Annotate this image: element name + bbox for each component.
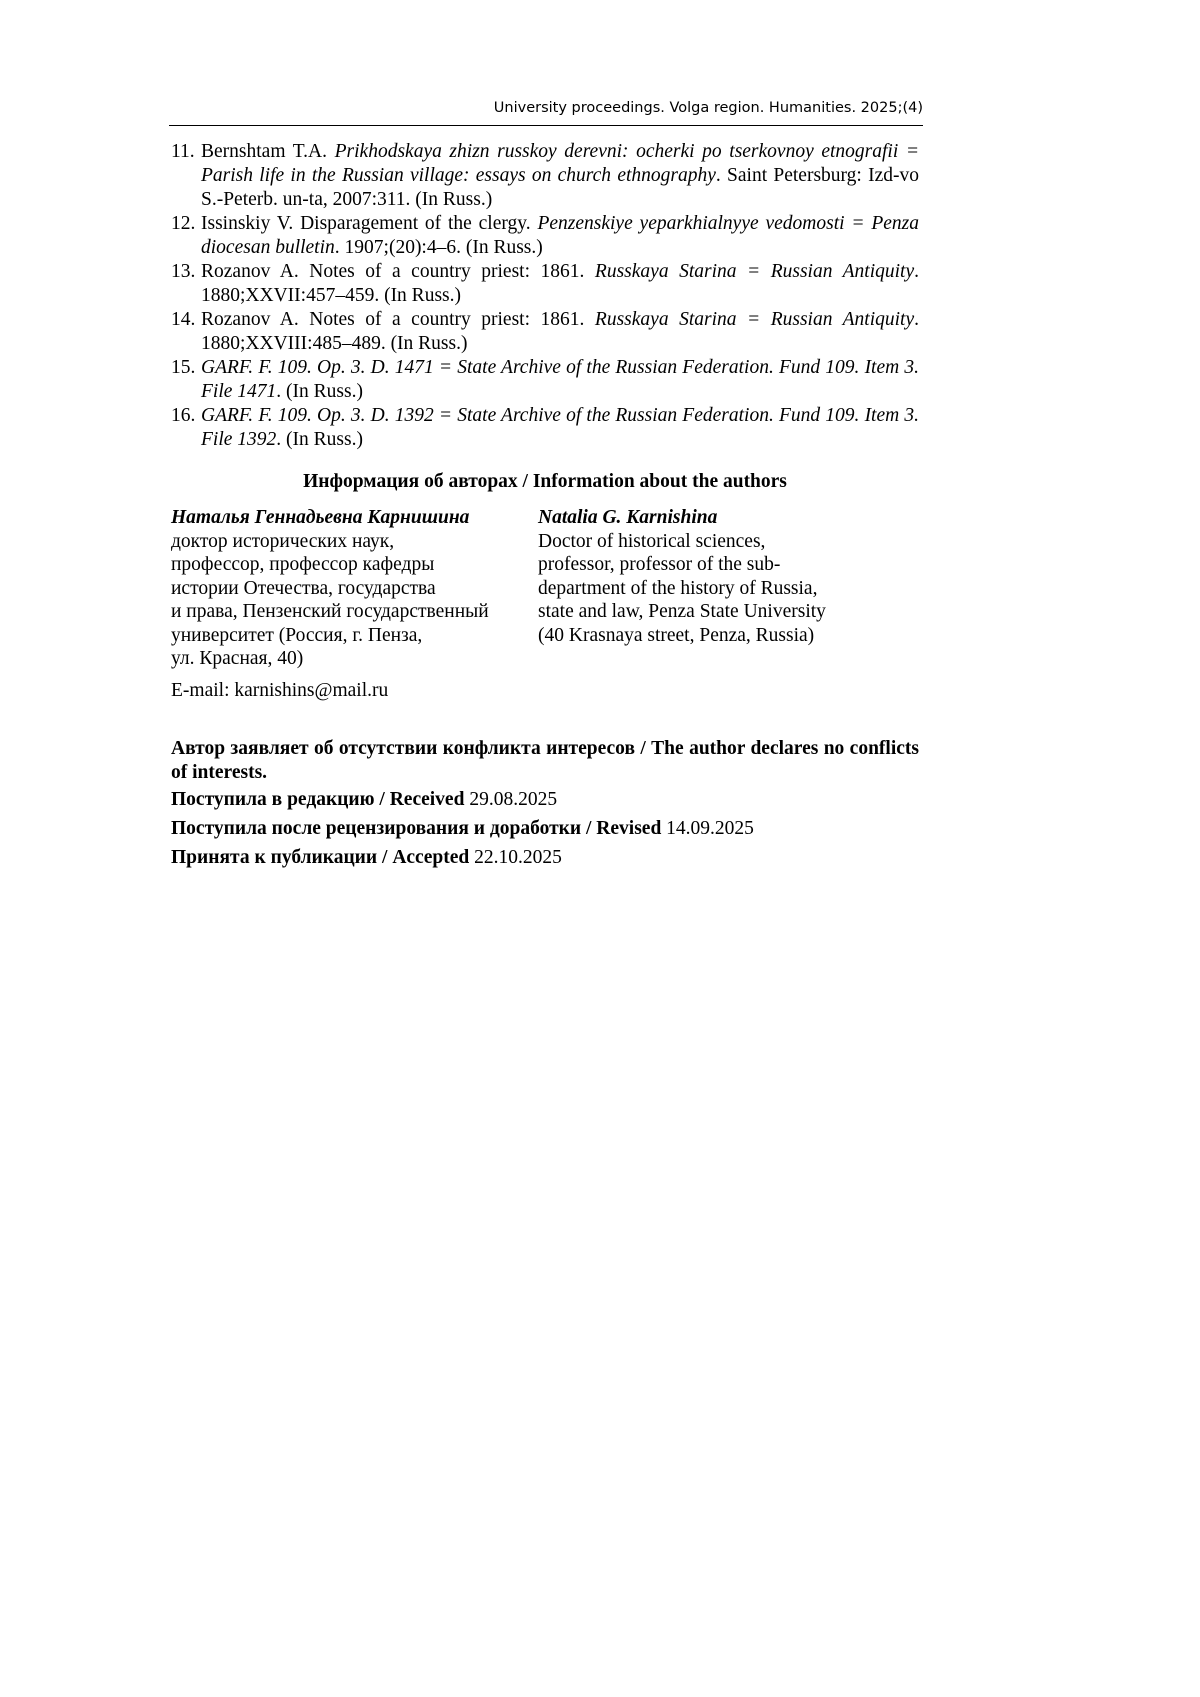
date-received [171,789,557,811]
author-email: E-mail: karnishins@mail.ru [171,680,389,701]
date-label: Поступила в редакцию / Received [171,789,465,810]
author-info-line: профессор, профессор кафедры [171,554,435,575]
author-info-line: доктор исторических наук, [171,530,395,552]
reference-list [171,140,919,452]
date-value: 22.10.2025 [474,847,562,868]
header-rule [169,125,923,126]
reference-text: Rozanov A. Notes of a country priest: 1861. Russkaya Starina = Russian Antiquity. 1880;XXVIII:485–489. (In Russ.) [201,309,919,354]
reference-number: 11. [171,141,195,162]
running-header: University proceedings. Volga region. Humanities. 2025;(4) [493,100,923,116]
author-info-line: (40 Krasnaya street, Penza, Russia) [538,624,815,646]
reference-number: 16. [171,405,196,426]
reference-item [171,308,919,356]
author-info-line: department of the history of Russia, [538,577,818,599]
reference-item [171,140,919,212]
reference-text: GARF. F. 109. Op. 3. D. 1392 = State Archive of the Russian Federation. Fund 109. Item 3. File 1392. (In Russ.) [201,405,919,450]
author-info-line: professor, professor of the sub- [538,554,781,575]
author-info-line: state and law, Penza State University [538,601,826,622]
reference-item [171,404,919,452]
author-name-english: Natalia G. Karnishina [538,507,718,528]
date-label: Поступила после рецензирования и доработки / Revised [171,818,662,839]
author-info-english [538,506,918,647]
reference-item [171,260,919,308]
date-accepted [171,847,562,869]
reference-text: Rozanov A. Notes of a country priest: 1861. Russkaya Starina = Russian Antiquity. 1880;XXVII:457–459. (In Russ.) [201,261,919,306]
author-info-line: и права, Пензенский государственный [171,601,489,622]
reference-item [171,212,919,260]
date-label: Принята к публикации / Accepted [171,847,470,868]
author-info-line: ул. Красная, 40) [171,648,304,669]
reference-number: 13. [171,261,196,282]
reference-number: 14. [171,309,196,330]
author-info-russian [171,506,516,671]
reference-number: 12. [171,213,196,234]
reference-text: GARF. F. 109. Op. 3. D. 1471 = State Archive of the Russian Federation. Fund 109. Item 3. File 1471. (In Russ.) [201,357,919,402]
date-value: 29.08.2025 [469,789,558,810]
reference-text: Issinskiy V. Disparagement of the clergy. Penzenskiye yeparkhialnyye vedomosti = Penza diocesan bulletin. 1907;(20):4–6. (In Russ.) [201,213,919,258]
date-value: 14.09.2025 [666,818,754,839]
reference-number: 15. [171,357,196,378]
author-info-line: истории Отечества, государства [171,577,436,599]
authors-section-title: Информация об авторах / Information about the authors [303,471,787,492]
author-info-line: Doctor of historical sciences, [538,530,766,552]
reference-text: Bernshtam T.A. Prikhodskaya zhizn russkoy derevni: ocherki po tserkovnoy etnografii = Parish life in the Russian village: essays on church ethnography. Saint Petersburg: Izd-vo S.-Peterb. un-ta, 2007:311. (In Russ.) [201,141,919,210]
date-revised [171,818,754,840]
author-name-russian: Наталья Геннадьевна Карнишина [171,507,470,528]
reference-item [171,356,919,404]
conflict-of-interest-statement: Автор заявляет об отсутствии конфликта интересов / The author declares no conflicts of interests. [171,738,919,783]
author-info-line: университет (Россия, г. Пенза, [171,624,423,646]
